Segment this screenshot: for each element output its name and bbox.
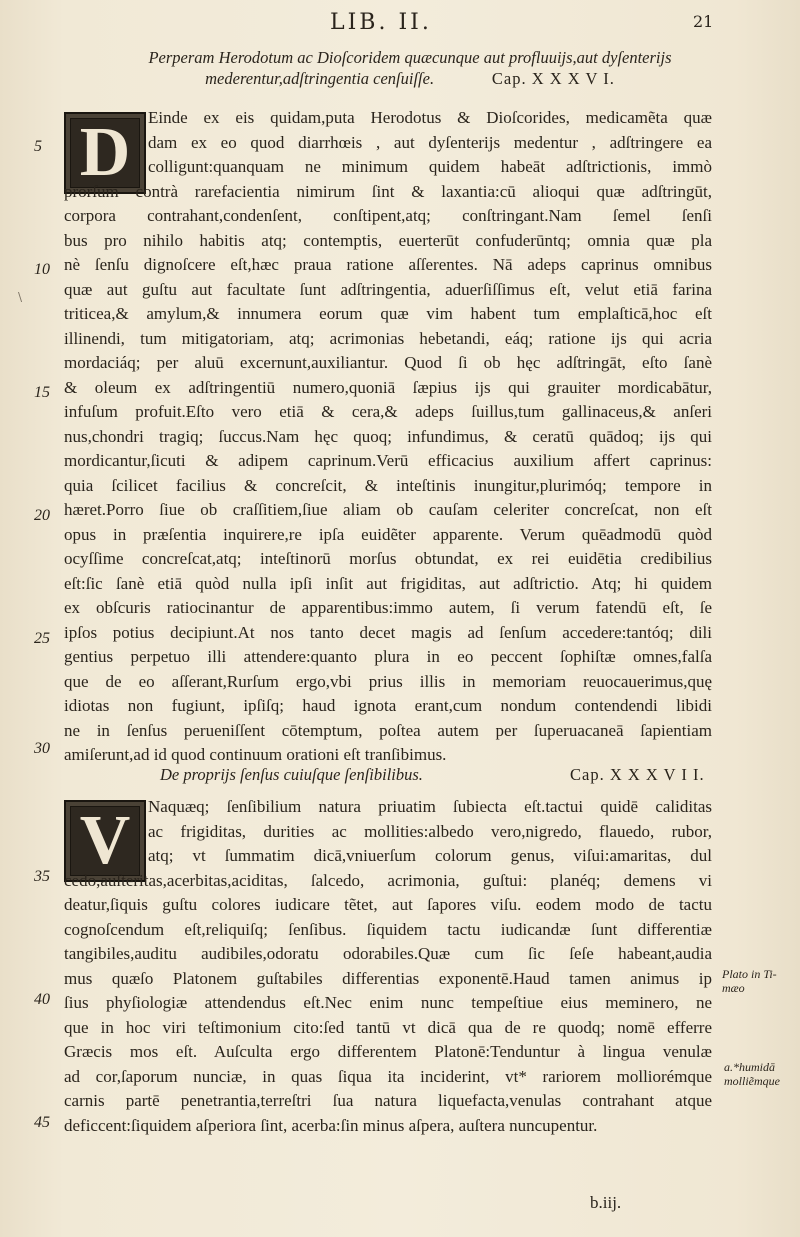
text-line: que de eo aſſerant,Rurſum ergo,vbi prius illis in memoriam reuocauerimus,quę	[64, 671, 712, 691]
text-line: Græcis mos eſt. Auſculta ergo differentem Platonē:Tenduntur à lingua venulæ	[64, 1042, 712, 1061]
text-line: amiſerunt,ad id quod continuum orationi eſt tranſibimus.	[64, 745, 447, 764]
chapter-36-title-text2: mederentur,adſtringentia cenſuiſſe.	[205, 69, 435, 88]
chapter-36-title-line1	[110, 47, 710, 69]
text-line: hæret.Porro ſiue ob craſſitiem,ſiue aliam ob cauſam celeriter concreſcat, non eſt	[64, 500, 712, 519]
margin-tick-mark: \	[18, 290, 23, 304]
text-line: atq; vt ſummatim dicā,vniuerſum colorum genus, viſui:amaritas, dul	[148, 846, 712, 865]
text-line: corpora contrahant,condenſent, conſtipent,atq; conſtringant.Nam ſemel ſenſi	[64, 206, 712, 225]
text-line: tangibiles,auditu audibiles,odoratu odorabiles.Quæ cum ſic ſeſe habeant,audia	[64, 944, 712, 963]
text-line: Naquæq; ſenſibilium natura priuatim ſubiecta eſt.tactui quidē caliditas	[148, 797, 712, 816]
line-number: 40	[34, 991, 50, 1008]
chapter-36-body	[64, 106, 712, 768]
line-number: 25	[34, 630, 50, 647]
line-number: 30	[34, 740, 50, 757]
line-number: 15	[34, 384, 50, 401]
text-line: idiotas non fugiunt, ipſiſq; haud ignota erant,cum nondum contendendi libidi	[64, 696, 712, 715]
margin-note-humida-line2: molliẽmque	[724, 1074, 780, 1088]
margin-note-plato-line2: mæo	[722, 981, 745, 995]
text-line: mordicantur,ſicuti & adipem caprinum.Verū efficacius auxilium affert caprinus:	[64, 451, 712, 470]
margin-note-plato-line1: Plato in Ti-	[722, 967, 777, 981]
dropcap-d: D	[64, 112, 146, 194]
text-line: cognoſcendum eſt,reliquiſq; ſenſibus. ſiquidem tactu iudicandæ ſunt differentiæ	[64, 919, 712, 939]
text-line: deatur,ſiquis guſtu colores iudicare tẽtet, aut ſapores viſu. eodem modo de tactu	[64, 895, 712, 914]
text-line: ad cor,ſaporum nunciæ, in quas ſiqua ita inciderint, vt* rariorem molliorémque	[64, 1066, 712, 1086]
text-line: ac frigiditas, durities ac mollities:albedo vero,nigredo, flauedo, rubor,	[148, 821, 712, 841]
text-line: nus,chondri tragiq; ſuccus.Nam hęc quoq; infundimus, & ceratū quādoq; ijs qui	[64, 426, 712, 446]
text-line: ne in ſenſus perueniſſent cōtemptum, poſtea autem per ſuperuacaneā ſapientiam	[64, 720, 712, 740]
line-number: 5	[34, 138, 42, 155]
text-line: ſius phyſiologiæ attendendus eſt.Nec enim nunc tempeſtiue eius meminero, ne	[64, 993, 712, 1012]
chapter-36-title-text1: Perperam Herodotum ac Dioſcoridem quæcunque aut profluuijs,aut dyſenterijs	[148, 48, 672, 67]
line-number: 35	[34, 868, 50, 885]
text-line: quia ſcilicet facilius & concreſcit, & inteſtinis inungitur,plurimóq; tempore in	[64, 475, 712, 495]
text-line: Einde ex eis quidam,puta Herodotus & Dioſcorides, medicamẽta quæ	[148, 108, 712, 127]
text-line: mus quæſo Platonem guſtabiles differentias exponentē.Haud tamen animus ip	[64, 968, 712, 988]
folio-number: 21	[693, 12, 714, 31]
chapter-37-title: De proprijs ſenſus cuiuſque ſenſibilibus.	[160, 765, 423, 784]
text-line: ex obſcuris ratiocinantur de apparentibus:immo autem, ſi verum fatendū eſt, ſe	[64, 598, 712, 617]
text-line: mordaciáq; per aluū excernunt,auxiliantur. Quod ſi ob hęc adſtringāt, eſto ſanè	[64, 353, 712, 372]
chapter-36-title-line2	[110, 68, 710, 90]
text-line: gentius perpetuo illi attendere:quanto plura in eo peccent ſophiſtæ omnes,falſa	[64, 647, 712, 666]
running-head: LIB. II.	[330, 10, 432, 35]
page-header	[0, 8, 800, 38]
chapter-37-number: Cap. X X X V I I.	[570, 765, 705, 784]
signature-mark: b.iij.	[590, 1193, 622, 1212]
text-line: eſt:ſic ſanè etiā quòd nulla ipſi inſit aut frigiditas, aut adſtrictio. Atq; hi quidem	[64, 573, 712, 593]
text-line: opus in præſentia inquirere,re ipſa euidẽter apparente. Verum quēadmodū quòd	[64, 524, 712, 544]
chapter-37-body	[64, 795, 712, 1138]
text-line: & oleum ex adſtringentiū numero,quoniā ſæpius ijs qui grauiter mordicabātur,	[64, 377, 712, 397]
chapter-36-number: Cap. X X X V I.	[491, 69, 615, 88]
text-line: quæ aut guſtu aut facultate ſunt adſtringentia, aduerſiſſimus eſt, velut etiā farina	[64, 279, 712, 299]
chapter-37-heading	[160, 765, 730, 785]
text-line: ocyſſime concreſcat,atq; inteſtinorū morſus obtundat, ex rei euidētia credibilius	[64, 549, 712, 568]
margin-note-plato	[722, 967, 777, 995]
margin-note-humida-line1: a.*humidā	[724, 1060, 775, 1074]
text-line: que in hoc viri teſtimonium cito:ſed tantū vt dicā qua de re quodq; nomē efferre	[64, 1017, 712, 1037]
dropcap-v: V	[64, 800, 146, 882]
text-line: colligunt:quanquam ne minimum quidem habeāt adſtrictionis, immò	[148, 157, 712, 176]
margin-note-humida	[724, 1060, 780, 1088]
text-line: cedo,auſteritas,acerbitas,aciditas, ſalcedo, acrimonia, guſtui: planéq; demens vi	[64, 870, 712, 890]
line-number: 45	[34, 1114, 50, 1131]
text-line: illinendi, tum mitigatoriam, atq; acrimonias hebetandi, eáq; ratione ijs qui acria	[64, 328, 712, 348]
line-number: 20	[34, 507, 50, 524]
text-line: dam ex eo quod diarrhœis , aut dyſenterijs medentur , adſtringere ea	[148, 132, 712, 152]
text-line: triticea,& amylum,& innumera eorum quæ vim habent tum emplaſticā,hoc eſt	[64, 304, 712, 323]
text-line: infuſum profuit.Eſto vero etiā & cera,& adeps ſuillus,tum gallinaceus,& anſeri	[64, 402, 712, 421]
text-line: bus pro nihilo habitis atq; contemptis, euerterūt confuderūntq; omnia quæ pla	[64, 230, 712, 250]
text-line: carnis partē penetrantia,terreſtri ſua natura liquefacta,venulas contrahant atque	[64, 1091, 712, 1110]
text-line: prorſum contrà rarefacientia nimirum ſint & laxantia:cū alioqui quæ adſtringūt,	[64, 181, 712, 201]
text-line: deficcent:ſiquidem aſperiora ſint, acerba:ſin minus aſpera, auſtera nuncupentur.	[64, 1115, 598, 1135]
text-line: nè ſenſu dignoſcere eſt,hæc praua ratione aſſerentes. Nā adeps caprinus omnibus	[64, 255, 712, 274]
line-number: 10	[34, 261, 50, 278]
text-line: ipſos potius decipiunt.At nos tanto decet magis ad ſenſum accedere:tantóq; dili	[64, 622, 712, 642]
